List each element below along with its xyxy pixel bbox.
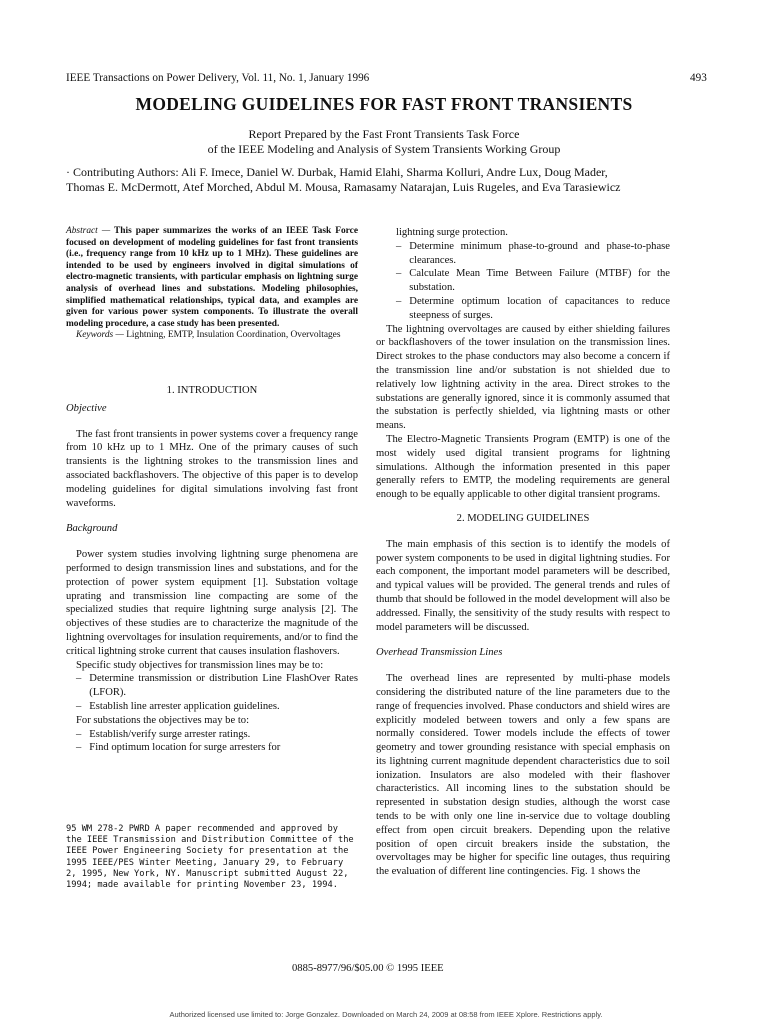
keywords-text: Lightning, EMTP, Insulation Coordination, Overvoltages — [123, 330, 341, 341]
overhead-lines-paragraph: The overhead lines are represented by multi-phase models considering the distributed nature of the line parameters due to the range of frequencies involved. Phase conductors and shield wires are explicitly modeled between towers and only a few spans are normally considered. Tower models include the effects of tower geometry and tower grounding resistance with special emphasis on its lightning current magnitude dependent characteristics due to soil ionization. Insulators are also modeled with their flashover characteristics. All incoming lines to the substation should be represented in substation design studies, although the worst case tends to be with only one line in-service due to voltage doubling effect from open circuit breakers. Depending upon the relative position of open circuit breakers inside the substation, the overvoltages may be higher for specific line outages, thus requiring the evaluation of different line contingencies. Fig. 1 shows the — [376, 673, 670, 878]
continued-text: lightning surge protection. — [396, 227, 508, 238]
modeling-emphasis-paragraph: The main emphasis of this section is to identify the models of power system components to be used in digital lightning studies. For each component, the important model parameters will be described, and typical values will be provided. The general trends and rules of thumb that should be followed in the model development will also be addressed. Finally, the sensitivity of the study results with respect to model parameters will be discussed. — [376, 538, 670, 633]
subheading-overhead-lines: Overhead Transmission Lines — [376, 647, 503, 659]
line-objectives-list — [66, 672, 358, 713]
license-notice: Authorized licensed use limited to: Jorge Gonzalez. Downloaded on March 24, 2009 at 08:58 from IEEE Xplore. Restrictions apply. — [169, 1010, 603, 1019]
report-line-2: of the IEEE Modeling and Analysis of System Transients Working Group — [207, 142, 561, 156]
list-item: – Establish line arrester application guidelines. — [76, 700, 280, 712]
substation-objectives-list — [66, 728, 358, 756]
copyright-line: 0885-8977/96/$05.00 © 1995 IEEE — [292, 963, 444, 974]
list-item: – Determine minimum phase-to-ground and phase-to-phase clearances. — [396, 240, 670, 266]
subheading-objective: Objective — [66, 402, 107, 414]
specific-objectives-paragraph: Specific study objectives for transmission lines may be to: — [76, 659, 324, 671]
list-item: – Establish/verify surge arrester ratings. — [76, 728, 251, 740]
objective-paragraph: The fast front transients in power systems cover a frequency range from 10 kHz up to 1 MHz. One of the primary causes of such transients is the lightning strokes to the transmission lines and associated backflashovers. The objective of this paper is to develop modeling guidelines for digital simulations involving fast front waveforms. — [66, 428, 358, 509]
emtp-paragraph: The Electro-Magnetic Transients Program (EMTP) is one of the most widely used digital transient programs for lightning simulations. Although the information presented in this paper generally refers to EMTP, the modeling requirements are general enough to be equally applicable to other digital transient programs. — [376, 433, 670, 501]
section-heading-introduction: 1. INTRODUCTION — [166, 385, 258, 396]
authors-line-1: · Contributing Authors: Ali F. Imece, Daniel W. Durbak, Hamid Elahi, Sharma Kolluri, Andre Lux, Doug Mader, — [66, 165, 608, 179]
list-item: – Determine optimum location of capacitances to reduce steepness of surges. — [396, 295, 670, 321]
abstract-block — [66, 226, 358, 342]
list-item: – Determine transmission or distribution Line FlashOver Rates (LFOR). — [76, 673, 358, 699]
background-paragraph: Power system studies involving lightning surge phenomena are performed to design transmission lines and substations, and for the protection of power system equipment [1]. Substation voltage uprating and transmission line compacting are some of the specialized studies that require lightning surge analysis [2]. The objectives of these studies are to characterize the magnitude of the lightning overvoltages for insulation requirements, and/or to find the critical lightning stroke current that causes insulation flashovers. — [66, 549, 358, 657]
section-heading-modeling-guidelines: 2. MODELING GUIDELINES — [456, 512, 590, 524]
report-attribution — [0, 127, 768, 157]
journal-header: IEEE Transactions on Power Delivery, Vol. 11, No. 1, January 1996 — [66, 72, 370, 84]
paper-title: MODELING GUIDELINES FOR FAST FRONT TRANSIENTS — [135, 94, 633, 114]
report-line-1: Report Prepared by the Fast Front Transients Task Force — [248, 127, 520, 141]
introduction-section — [66, 384, 358, 755]
abstract-label: Abstract — — [66, 226, 111, 236]
right-column — [376, 226, 670, 879]
keywords-label: Keywords — — [76, 330, 124, 341]
substation-objectives-list-cont — [376, 240, 670, 323]
overvoltages-paragraph: The lightning overvoltages are caused by either shielding failures or backflashovers of the tower insulation on the transmission lines. Direct strokes to the phase conductors may also become a concern if the transmission line and/or substation is not shielded due to relatively low lightning activity in the area. Direct strokes to the substations are generally ignored, since it is commonly assumed that the substation is perfectly shielded, via lightning masts or other means. — [376, 323, 670, 432]
abstract-text: This paper summarizes the works of an IEEE Task Force focused on development of modeling guidelines for fast front transients (i.e., frequency range from 10 kHz up to 1 MHz). These guidelines are intended to be used by engineers involved in digital simulations of electro-magnetic transients, with particular emphasis on lightning surge analysis of overhead lines and substations. Modeling philosophies, simplified mathematical relationships, typical data, and examples are given for various power system components. To illustrate the overall modeling procedure, a case study has been presented. — [66, 226, 358, 329]
page-number: 493 — [690, 72, 707, 84]
contributing-authors — [66, 165, 706, 195]
authors-line-2: Thomas E. McDermott, Atef Morched, Abdul M. Mousa, Ramasamy Natarajan, Luis Rugeles, and Eva Tarasiewicz — [66, 180, 621, 194]
substation-objectives-paragraph: For substations the objectives may be to: — [76, 714, 250, 726]
list-item: – Calculate Mean Time Between Failure (MTBF) for the substation. — [396, 268, 670, 294]
subheading-background: Background — [66, 523, 118, 535]
footnote: 95 WM 278-2 PWRD A paper recommended and approved by the IEEE Transmission and Distribution Committee of the IEEE Power Engineering Society for presentation at the 1995 IEEE/PES Winter Meeting, January 29, to February 2, 1995, New York, NY. Manuscript submitted August 22, 1994; made available for printing November 23, 1994. — [66, 824, 354, 891]
list-item: – Find optimum location for surge arresters for — [76, 742, 281, 754]
